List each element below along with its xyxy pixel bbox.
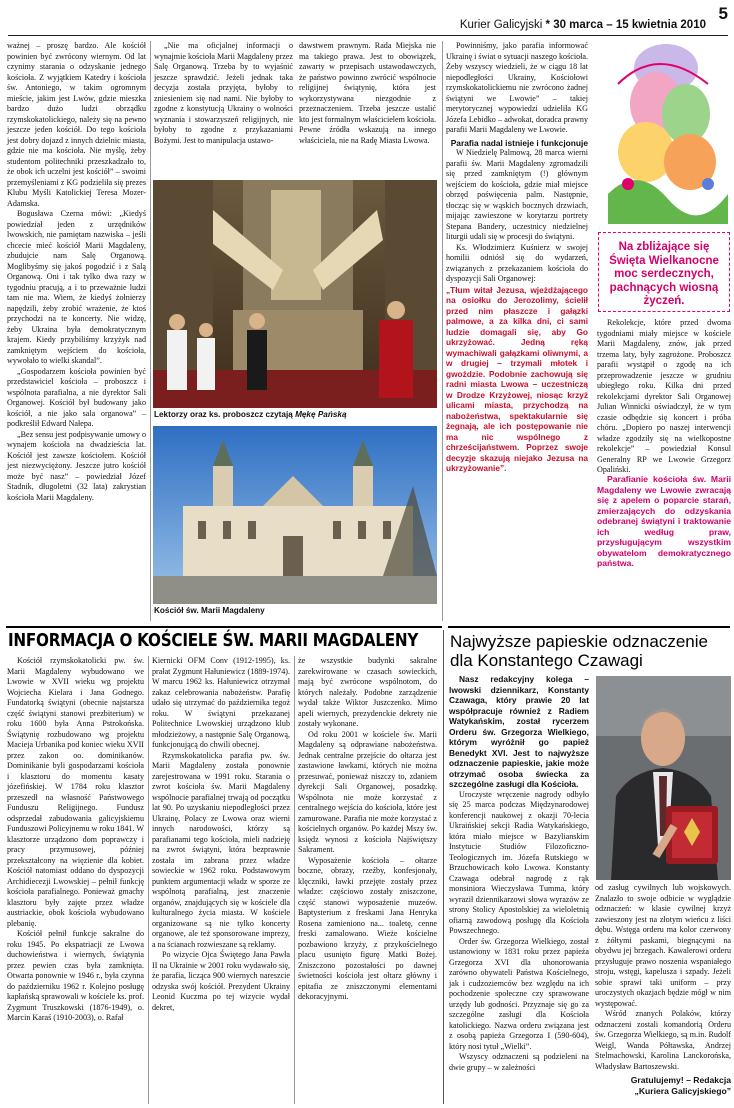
top-column-3 [299,41,436,177]
easter-egg-card-illustration [598,44,733,224]
paragraph: Bogusława Czerna mówi: „Kiedyś powiedział jeden z urzędników lwowskich, nie pamiętam nazwiska – jeśli chcecie mieć kościół Marii Magdaleny, zbudujcie nam Salę Organową. Moglibyśmy się jakoś pogodzić i z Salą Organową. Oni i tak tylko dwa razy w tygodniu pracują, a i to przeważnie ludzi tam nie ma. Wiem, że kiedyś żołnierzy napędzili, żeby zrobić wrażenie, że ktoś przychodzi na te koncerty. Nie widzę, żeby Ukraina była demokratycznym krajem. Kiedy przybiliśmy krzyżyk nad zamkniętym wejściem do kościoła, wywołało to wielki skandal”. [7,209,146,365]
top-column-4 [446,41,588,621]
paragraph: W Niedzielę Palmową, 28 marca wierni parafii św. Marii Magdaleny zgromadzili się przed zamkniętym (!) głównym wejściem do kościoła, gdzie miał miejsce obrzęd poświęcenia palm. Następnie, tłocząc się w wąskich bocznych drzwiach, mijając zawieszone w korytarzu portrety Stepana Bandery, uczestnicy niedzielnej liturgii udali się w procesji do świątyni. [446,148,588,241]
subheading: Parafia nadal istnieje i funkcjonuje [450,137,588,148]
page-header [8,4,728,34]
paragraph: Po wizycie Ojca Świętego Jana Pawła II na Ukrainie w 2001 roku wydawało się, że parafia, licząca 900 wiernych nareszcie odzyska swój kościół. Prezydent Ukrainy Leonid Kuczma po tej wizycie wydał dekret, [152,950,290,1012]
header-separator: * [545,19,550,31]
info-column-1 [7,656,144,1104]
paragraph: że wszystkie budynki sakralne zarekwirowane w czasach sowieckich, mają być zwrócone wspólnotom, do których należały. Podobne zarządzenie wydał także Wiktor Juszczenko. Mimo apeli wiernych, prezydenckie dekrety nie zostały wykonane. [298,656,437,728]
paragraph: Wśród znanych Polaków, którzy odznaczeni zostali komandorią Orderu św. Grzegorza Wielkiego, są m.in. Rudolf Weigl, Wanda Półtawska, Andrzej Stelmachowski, Karolina Lanckorońska, Władysław Bartoszewski. [595,1009,731,1071]
paragraph: „Bez sensu jest podpisywanie umowy o wynajem kościoła na dwadzieścia lat. Kościół jest zawsze kościołem. Kościół jest niezwyciężony. Jeszcze jutro kościół może być nasz” – powiedział Józef Stadnik, długoletni (32 lata) zakrystian kościoła Marii Magdaleny. [7,429,146,502]
paragraph: od zasług cywilnych lub wojskowych. Znalazło to swoje odbicie w wyglądzie odznaczeń: w klasie cywilnej krzyż zawieszony jest na złotym wieńcu z liści dębu. Wstęga orderu ma kolor czerwony z żółtymi paskami, biegnącymi na obydwu jej brzegach. Kawalerowi orderu przysługuje prawo noszenia wspaniałego stroju, wstęgi, kapelusza i szpady. Jeżeli sobie sprawi taki uniform – przy uroczystych okazjach będzie mógł w nim występować. [595,883,731,1008]
header-rule [8,35,728,36]
paragraph: „Nie ma oficjalnej informacji o wynajmie kościoła Marii Magdaleny przez Salę Organową. Trzeba by to wyjaśnić jeszcze sprawdzić. Jeżeli jednak taka decyzja została przyjęta, byłoby to zniesieniem się nad nami. Nie byłoby to zgodne z konstytucją Ukrainy o wolności wyznania i stowarzyszeń religijnych, nie byłoby to zgodne z przykazaniami Bożymi. Jest to manipulacja ustawo- [154,41,293,145]
appeal-column [597,474,731,622]
paragraph: Rekolekcje, które przed dwoma tygodniami miały miejsce w kościele Marii Magdaleny, znów, jak przed trzema laty, były zagrożone. Proboszcz parafii wystąpił o zgodę na ich przeprowadzenie jeszcze w grudniu ubiegłego roku. Kilka dni przed rekolekcjami dyrektor Sali Organowej Julian Winnicki oświadczył, że w tym czasie odbędzie się koncert i próba chóru. „Dopiero po naszej interwencji władze zgodziły się na wielkopostne rekolekcje” – powiedział Konsul Generalny RP we Lwowie Grzegorz Opaliński. [597,318,731,474]
man-with-medal-photo [596,676,731,880]
section-rule [6,626,442,628]
paragraph: Uroczyste wręczenie nagrody odbyło się 25 marca podczas Międzynarodowej konferencji naukowej z okazji 70-lecia Ukraińskiej sekcji Radia Watykańskiego, która miało miejsce w Bazylianskim Instytucie Studiów Filozoficzno-Teologicznych im. Józefa Rutskiego w Brzuchowicach koło Lwowa. Konstanty Czawaga odebrał nagrodę z rąk monsiniora Wieczysława Tumma, który wyraził dziennikarzowi słowa wyrazów ze strony Stolicy Apostolskiej za wieloletnią ofiarną zawodową posługę dla Kościoła Powszechnego. [449,789,589,935]
publication-name: Kurier Galicyjski [459,19,543,31]
column-divider [294,656,295,1104]
column-divider [442,41,443,621]
award-article-heading: Najwyższe papieskie odznaczenie dla Konstantego Czawagi [450,632,708,670]
paragraph: Kościół rzymskokatolicki pw. św. Marii Magdaleny wybudowano we Lwowie w XVII wieku wg projektu Wojciecha Kielara i Jana Godnego. Fundatorką świątyni (obecnie najstarsza część świątyni stanowi prezbiterium) w roku 1600 była Anna Pstrokońska. Świątynię rozbudowano wg projektu Macieja Urbanika pod koniec wieku XVII przez zakon oo. dominikanów. Dominikanie byli gospodarzami kościoła i klasztoru do momentu kasaty józefińskiej. W 1784 roku klasztor przeszedł na własność Państwowego Funduszu Religijnego. Fundusz odsprzedał zabudowania galicyjskiemu Funduszowi Policyjnemu w roku 1841. W klasztorze urządzono dom poprawczy i pracy przymusowej, później przekształcony na więzienie dla kobiet. Kościół natomiast oddano do dyspozycji Archidiecezji Lwowskiej – pełnił funkcję kościoła parafialnego. Ponieważ gmachy klasztoru były zajęte przez władze austriackie, obok kościoła wybudowano plebanię. [7,656,144,928]
info-column-2 [152,656,290,1104]
column-divider [148,656,149,1104]
section-divider [443,630,444,1104]
paragraph: „Gospodarzem kościoła powinien być przedstawiciel kościoła – proboszcz i wspólnota parafialna, a nie dyrektor Sali Organowej. Kościół był budowany jako kościół, a nie jako sala organowa” – podkreślił Edward Nałepa. [7,366,146,428]
church-exterior-photo [153,426,437,604]
award-lead: Nasz redakcyjny kolega – lwowski dziennikarz, Konstanty Czawaga, który prawie 20 lat współpracuje również z Radiem Watykańskim, został rycerzem Orderu św. Grzegorza Wielkiego, którym wyróżnił go papież Benedykt XVI. Jest to najwyższe odznaczenie papieskie, jakie może otrzymać osoba świecka za szczególne zasługi dla Kościoła. [449,674,589,789]
signoff-line-1: Gratulujemy! – Redakcja [630,1075,731,1085]
appeal-text: Parafianie kościoła św. Marii Magdaleny we Lwowie zwracają się z apelem o poparcie starań, zmierzających do odzyskania odebranej świątyni i traktowanie ich według praw, przysługującym wszystkim obywatelom demokratycznego państwa. [597,474,731,568]
award-signoff [595,1075,731,1097]
church-interior-readers-photo [153,180,437,408]
homily-quote: „Tłum witał Jezusa, wjeżdżającego na osiołku do Jerozolimy, ścielił przed nim płaszcze i gałązki palmowe, a za kilka dni, ci sami ludzie domagali się, aby Go ukrzyżować. Jedną ręką wymachiwali gałązkami oliwnymi, a w drugiej – trzymali młotek i gwoździe. Podobnie zachowują się radni miasta Lwowa – uczestniczą w Drodze Krzyżowej, niosąc krzyż ulicami miasta, przychodzą na nabożeństwa, spektakularnie się żegnają, ale ich postępowanie nie ma nic wspólnego z chrześcijaństwem. Poprzez swoje decyzje skazują niejako Jezusa na ukrzyżowanie”. [446,284,588,473]
paragraph: Wszyscy odznaczeni są podzieleni na dwie grupy – w zależności [449,1052,589,1072]
top-column-5 [597,318,731,474]
info-column-3 [298,656,437,1104]
photo-caption-2: Kościół św. Marii Magdaleny [154,606,265,615]
photo-caption-1 [154,410,438,420]
paragraph: ważnej – proszę bardzo. Ale kościół powinien być zwrócony wiernym. Od lat czynimy starania o odzyskanie jednego kościoła. Z wyjątkiem Katedry i kościoła św. Antoniego, w takim ogromnym mieście, jakim jest Lwów, gdzie mieszka bardzo dużo ludzi obrządku rzymskokatolickiego, należy się na pewno jeszcze jeden kościół. Do tego kościoła jest dobry dojazd z innych dzielnic miasta, gdzie nie ma kościoła. Nie myślę, żeby studentom politechniki przeszkadzało to, że obok ich uczelni jest kościół” – swoimi przemyśleniami z KG podzieliła się prezes Klubu Myśli Katolickiej Teresa Mozer-Adamska. [7,41,146,208]
award-column-1 [449,674,589,1104]
paragraph: Od roku 2001 w kościele św. Marii Magdaleny są odprawiane nabożeństwa. Jednak centralne przejście do ołtarza jest zastawione ławkami, których nie można przesuwać, ponieważ niszczy to, zdaniem dyrekcji Sali Organowej, posadzkę. Wspólnota nie może korzystać z centralnego wejścia do kościoła, które jest zamurowane. Parafia nie może korzystać z kościelnych organów. Po każdej Mszy św. księdz wynosi z kościoła Najświętszy Sakrament. [298,729,437,854]
paragraph: Powinniśmy, jako parafia informować Ukrainę i świat o sytuacji naszego kościoła. Żeby wszyscy wiedzieli, że w ciągu 18 lat niepodległości Ukrainy, Kościołowi rzymskokatolickiemu nie zwrócono żadnej świątyni we Lwowie” – takiej merytorycznej wypowiedzi udzieliła KG Józefa Lebidko – adwokat, doradca prawny parafii Marii Magdaleny we Lwowie. [446,41,588,134]
top-column-1 [7,41,146,621]
paragraph: Ks. Włodzimierz Kuśnierz w swojej homilii odniósł się do wydarzeń, związanych z przekazaniem kościoła do dyspozycji Sali Organowej: [446,242,588,283]
award-column-2 [595,883,731,1073]
header-title [460,19,706,31]
paragraph: Kościół pełnił funkcje sakralne do roku 1945. Po ekspatriacji ze Lwowa duchowieństwa i wiernych, świątynia przez pewien czas była zamknięta. Otwarta ponownie w 1946 r., była czynna do październiku 1962 r. Kolejno posługę kapłańską sprawowali w kościele ks. prof. Zygmunt Truszkowski (1876-1949), o. Marcin Karaś (1910-2003), o. Rafał [7,929,144,1022]
section-rule [448,626,730,628]
top-column-2 [154,41,293,177]
column-divider [150,41,151,621]
paragraph: Order św. Grzegorza Wielkiego, został ustanowiony w 1831 roku przez papieża Grzegorza XVI dla uhonorowania zarówno obywateli Państwa Kościelnego, jak i cudzoziemców bez względu na ich pochodzenie społeczne czy sprawowane urzędy lub godności. Przyznaje się go za szczególne zasługi dla Kościoła katolickiego. Nazwa orderu związana jest z osobą papieża Grzegorza I (590-604), który nosi tytuł „Wielki”. [449,936,589,1051]
paragraph: Wyposażenie kościoła – ołtarze boczne, obrazy, rzeźby, konfesjonały, klęczniki, ławki przejęte zostały przez władze: częściowo zostały zniszczone, część stanowi wyposażenie muzeów. Baptysterium z freskami Jana Henryka Rosena zamieniono na... toaletę, cenne freski zamalowano. Wieże kościelne pozbawiono krzyży, z przykościelnego placu usunięto figurę Matki Bożej. Zniszczono pozostałości po dawnej świetności kościoła jest ołtarz główny i epitafia ze zniszczonymi elementami dekoracyjnymi. [298,855,437,1001]
info-article-heading: INFORMACJA O KOŚCIELE ŚW. MARII MAGDALENY [8,631,419,651]
paragraph: Kiernicki OFM Conv (1912-1995), ks. prałat Zygmunt Hałuniewicz (1889-1974). W marcu 1962 ks. Hałuniewicz otrzymał zakaz celebrowania nabożeństw. Parafię udało się utrzymać do października tegoż roku. W świątyni przekazanej Politechnice Lwowskiej urządzono klub młodzieżowy, a następnie Salę Organową, funkcjonującą do chwili obecnej. [152,656,290,749]
paragraph: Rzymskokatolicka parafia pw. św. Marii Magdaleny została ponownie zarejestrowana w 1991 roku. Starania o zwrot kościoła św. Marii Magdaleny wspólnocie parafialnej trwają od początku lat 90. Po uzyskaniu niepodległości przez Ukrainę, Polacy ze Lwowa oraz wierni innych narodowości, którzy są parafianami tego kościoła, mieli nadzieję na zwrot świątyni, która bezprawnie została im zabrana przez władze sowieckie w 1962 roku. Podstawowym punktem argumentacji władz w sporze ze wspólnotą parafialną, jest znaczenie organów, znajdujących się w kościele dla kulturalnego życia miasta. W kościele organizowane są nie tylko koncerty organowe, ale też sponsorowane imprezy, a na ścianach rozwieszane są reklamy. [152,750,290,949]
easter-greeting-box [598,232,730,312]
caption-italic: Mękę Pańską [295,410,347,419]
page-number: 5 [718,4,728,23]
issue-dates: 30 marca – 15 kwietnia 2010 [553,19,706,31]
signoff-line-2: „Kuriera Galicyjskiego” [634,1086,731,1096]
easter-greeting-text: Na zbliżające się Święta Wielkanocne moc serdecznych, pachnących wiosną życzeń. [609,241,719,307]
paragraph: dawstwem prawnym. Rada Miejska nie ma takiego prawa. Jest to obowiązek, zawarty w przepisach ustawodawczych, że państwo powinno zwrócić wspólnocie religijnej świątynię, która jest wykorzystywana niezgodnie z przeznaczeniem. Trzeba jeszcze ustalić kto jest formalnym właścicielem kościoła. Pewne źródła wskazują na innego właściciela, nie na Radę Miasta Lwowa. [299,41,436,145]
caption-text: Lektorzy oraz ks. proboszcz czytają [154,410,296,419]
